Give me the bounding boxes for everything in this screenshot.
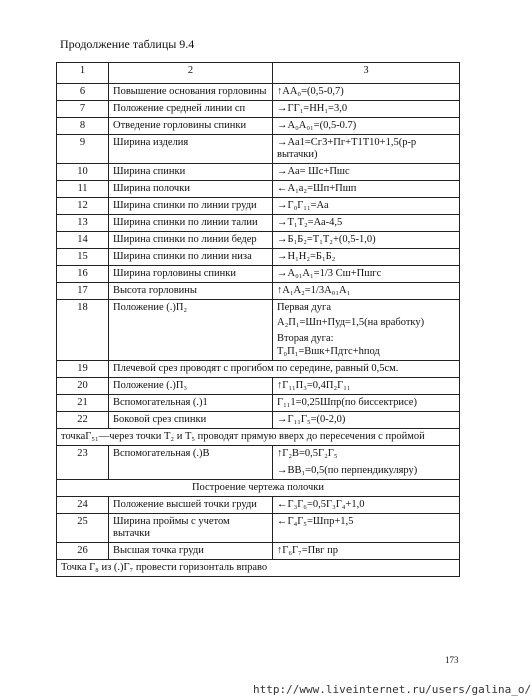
row-number: 21 — [57, 395, 109, 412]
row-number: 17 — [57, 283, 109, 300]
row-number: 23 — [57, 446, 109, 480]
row-number: 8 — [57, 118, 109, 135]
table-row — [57, 283, 460, 300]
table-caption: Продолжение таблицы 9.4 — [60, 37, 195, 51]
note-text: Точка Г₈ из (.)Г₇ провести горизонталь вправо — [57, 560, 460, 577]
row-number: 6 — [57, 84, 109, 101]
header-col-2: 2 — [109, 63, 273, 84]
table-row — [57, 543, 460, 560]
formula-line: А₂П₁=Шп+Пуд=1,5(на вработку) — [277, 317, 425, 328]
table-row — [57, 266, 460, 283]
row-formula: ←Г₄Г₅=Шпр+1,5 — [273, 514, 460, 543]
row-name: Вспомогательная (.)1 — [109, 395, 273, 412]
formula-line: Первая дуга — [277, 302, 331, 313]
row-formula — [273, 446, 460, 480]
table-row — [57, 215, 460, 232]
row-formula: ↑АА₀=(0,5-0,7) — [273, 84, 460, 101]
row-number: 26 — [57, 543, 109, 560]
row-name: Ширина полочки — [109, 181, 273, 198]
row-name: Положение (.)П₃ — [109, 378, 273, 395]
table-row — [57, 300, 460, 361]
row-number: 25 — [57, 514, 109, 543]
row-name: Ширина спинки по линии низа — [109, 249, 273, 266]
row-number: 24 — [57, 497, 109, 514]
table-row — [57, 181, 460, 198]
row-name: Отведение горловины спинки — [109, 118, 273, 135]
row-name: Высота горловины — [109, 283, 273, 300]
measurements-table — [56, 62, 460, 577]
table-row — [57, 198, 460, 215]
row-number: 11 — [57, 181, 109, 198]
table-row — [57, 84, 460, 101]
row-number: 16 — [57, 266, 109, 283]
table-row — [57, 497, 460, 514]
row-name: Ширина спинки по линии талии — [109, 215, 273, 232]
row-formula: →Т₁Т₂=Аа-4,5 — [273, 215, 460, 232]
row-number: 18 — [57, 300, 109, 361]
row-formula: →Аа1=Сг3+Пг+Т1Т10+1,5(р-р вытачки) — [273, 135, 460, 164]
table-row — [57, 164, 460, 181]
row-number: 10 — [57, 164, 109, 181]
row-name: Ширина горловины спинки — [109, 266, 273, 283]
row-number: 22 — [57, 412, 109, 429]
table-header-row — [57, 63, 460, 84]
row-number: 20 — [57, 378, 109, 395]
row-formula: →Г₁₁Г₅=(0-2,0) — [273, 412, 460, 429]
row-name: Ширина спинки по линии бедер — [109, 232, 273, 249]
row-name: Положение (.)П₂ — [109, 300, 273, 361]
row-formula: →Г₀Г₁₁=Аа — [273, 198, 460, 215]
row-number: 9 — [57, 135, 109, 164]
row-number: 13 — [57, 215, 109, 232]
row-name: Положение высшей точки груди — [109, 497, 273, 514]
row-formula: →А₀А₀₁=(0,5-0.7) — [273, 118, 460, 135]
header-col-3: 3 — [273, 63, 460, 84]
row-name: Высшая точка груди — [109, 543, 273, 560]
header-col-1: 1 — [57, 63, 109, 84]
page-number: 173 — [445, 655, 459, 665]
row-formula: →А₀₁А₁=1/3 Сш+Пшгс — [273, 266, 460, 283]
table-row — [57, 395, 460, 412]
row-name: Вспомогательная (.)В — [109, 446, 273, 480]
row-number: 7 — [57, 101, 109, 118]
row-formula: →ГГ₁=НН₁=3,0 — [273, 101, 460, 118]
table-row — [57, 412, 460, 429]
row-formula: ←А₁а₂=Шп+Пшп — [273, 181, 460, 198]
row-name: Повышение основания горловины — [109, 84, 273, 101]
row-name: Положение средней линии сп — [109, 101, 273, 118]
row-name: Ширина проймы с учетом вытачки — [109, 514, 273, 543]
note-text: точкаГ₅₁—через точки Т₂ и Т₅ проводят прямую вверх до пересечения с проймой — [57, 429, 460, 446]
formula-line: Т₀П₁=Вшк+Пдтс+hпод — [277, 346, 380, 357]
watermark-url: http://www.liveinternet.ru/users/galina_o/ — [253, 683, 531, 696]
row-formula: ↑Г₆Г₇=Пвг пр — [273, 543, 460, 560]
table-row — [57, 514, 460, 543]
row-formula: Г₁₁1=0,25Шпр(по биссектрисе) — [273, 395, 460, 412]
row-formula: →Н₁Н₂=Б₁Б₂ — [273, 249, 460, 266]
row-formula: ↑Г₁₁П₃=0,4П₂Г₁₁ — [273, 378, 460, 395]
row-name: Боковой срез спинки — [109, 412, 273, 429]
row-text: Плечевой срез проводят с прогибом по середине, равный 0,5см. — [109, 361, 460, 378]
table-row — [57, 378, 460, 395]
formula-line: Вторая дуга: — [277, 333, 334, 344]
row-number: 12 — [57, 198, 109, 215]
row-name: Ширина спинки — [109, 164, 273, 181]
row-name: Ширина изделия — [109, 135, 273, 164]
table-note-row — [57, 560, 460, 577]
row-formula: →Аа= Шс+Пшс — [273, 164, 460, 181]
table-row — [57, 249, 460, 266]
row-number: 14 — [57, 232, 109, 249]
row-number: 19 — [57, 361, 109, 378]
formula-line: ↑Г₂В=0,5Г₂Г₅ — [277, 448, 338, 459]
table-row — [57, 118, 460, 135]
table-row — [57, 446, 460, 480]
section-header-row — [57, 480, 460, 497]
row-formula: →Б₁Б₂=Т₁Т₂+(0,5-1,0) — [273, 232, 460, 249]
formula-line: →ВВ₁=0,5(по перпендикуляру) — [277, 465, 418, 476]
row-name: Ширина спинки по линии груди — [109, 198, 273, 215]
table-row — [57, 135, 460, 164]
row-formula: ↑А₁А₂=1/3А₀₁А₁ — [273, 283, 460, 300]
section-title: Построение чертежа полочки — [57, 480, 460, 497]
table-row — [57, 101, 460, 118]
table-row — [57, 232, 460, 249]
table-row — [57, 361, 460, 378]
table-note-row — [57, 429, 460, 446]
row-number: 15 — [57, 249, 109, 266]
row-formula — [273, 300, 460, 361]
row-formula: ←Г₃Г₆=0,5Г₃Г₄+1,0 — [273, 497, 460, 514]
